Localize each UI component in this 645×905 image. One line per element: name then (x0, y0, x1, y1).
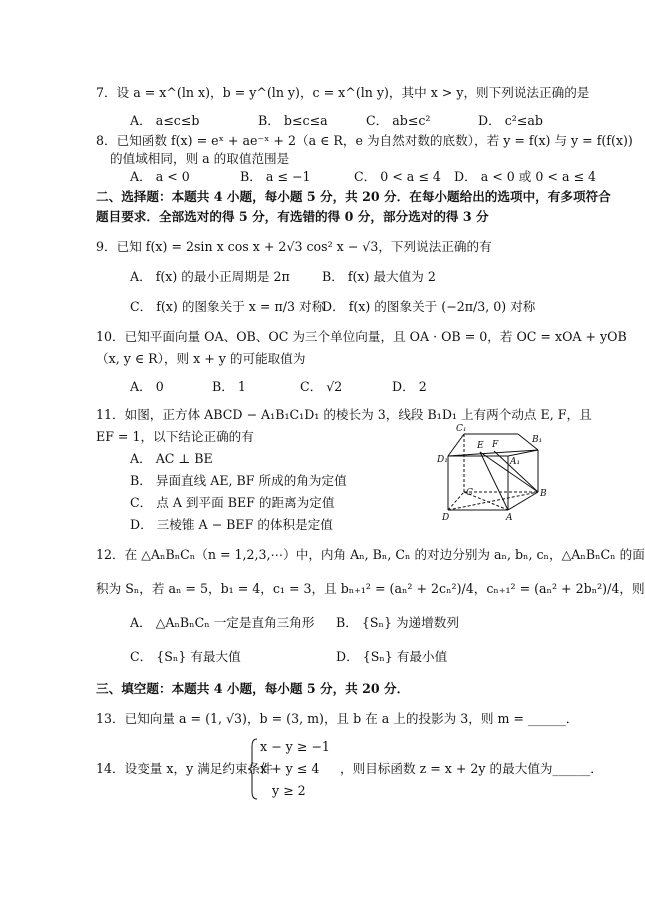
q7-option-b: B． b≤c≤a (258, 113, 328, 128)
section-2-heading-line1: 二、选择题：本题共 4 小题，每小题 5 分，共 20 分．在每小题给出的选项中，有多项符合 (96, 189, 611, 204)
q8-option-a: A． a < 0 (130, 169, 190, 184)
q9-stem: 9．已知 f(x) = 2sin x cos x + 2√3 cos² x − √3，下列说法正确的有 (96, 239, 492, 254)
q12-stem-line2: 积为 Sₙ，若 aₙ = 5，b₁ = 4，c₁ = 3，且 bₙ₊₁² = (aₙ² + 2cₙ²)/4，cₙ₊₁² = (aₙ² + 2bₙ²)/4，则 (96, 581, 645, 596)
q9-option-b: B． f(x) 最大值为 2 (322, 269, 436, 284)
section-3-heading: 三、填空题：本题共 4 小题，每小题 5 分，共 20 分． (96, 681, 410, 696)
cube-figure (437, 422, 550, 523)
q11-option-b: B． 异面直线 AE, BF 所成的角为定值 (130, 473, 347, 488)
q10-stem-line2: （x, y ∈ R），则 x + y 的可能取值为 (96, 351, 306, 366)
q11-stem-line1: 11．如图，正方体 ABCD − A₁B₁C₁D₁ 的棱长为 3，线段 B₁D₁ 上有两个动点 E, F，且 (96, 407, 592, 422)
q14-brace (247, 738, 259, 800)
q10-option-d: D． 2 (392, 379, 427, 394)
q14-constraint-3: y ≥ 2 (272, 783, 306, 798)
q9-option-c: C． f(x) 的图象关于 x = π/3 对称 (130, 299, 325, 314)
q7-option-d: D． c²≤ab (478, 113, 543, 128)
cube-label-d: D (442, 513, 450, 523)
q9-option-a: A． f(x) 的最小正周期是 2π (130, 269, 290, 284)
cube-label-d1: D₁ (437, 455, 448, 465)
q14-constraint-1: x − y ≥ −1 (260, 739, 330, 754)
q8-stem-line1: 8．已知函数 f(x) = eˣ + ae⁻ˣ + 2（a ∈ R，e 为自然对数的底数），若 y = f(x) 与 y = f(f(x)) (96, 133, 633, 148)
q14-suffix: ，则目标函数 z = x + 2y 的最大值为______． (340, 761, 603, 776)
q14-constraint-2: x + y ≤ 4 (260, 761, 320, 776)
q8-option-c: C． 0 < a ≤ 4 (354, 169, 441, 184)
q11-stem-line2: EF = 1，以下结论正确的有 (96, 429, 254, 444)
q12-option-a: A． △AₙBₙCₙ 一定是直角三角形 (130, 615, 315, 630)
q10-option-c: C． √2 (300, 379, 343, 394)
cube-label-f: F (492, 440, 499, 450)
q12-stem-line1: 12．在 △AₙBₙCₙ（n = 1,2,3,⋯）中，内角 Aₙ, Bₙ, Cₙ 的对边分别为 aₙ, bₙ, cₙ，△AₙBₙCₙ 的面 (96, 547, 645, 562)
q8-option-b: B． a ≤ −1 (240, 169, 311, 184)
q7-stem: 7．设 a = x^(ln x)，b = y^(ln y)，c = x^(ln y)，其中 x > y，则下列说法正确的是 (96, 85, 590, 100)
q10-option-a: A． 0 (130, 379, 164, 394)
q11-option-a: A． AC ⊥ BE (130, 451, 213, 466)
q14-prefix: 14．设变量 x，y 满足约束条件 (96, 761, 273, 776)
q13-stem: 13．已知向量 a = (1, √3)，b = (3, m)，且 b 在 a 上的投影为 3，则 m = ______． (96, 711, 579, 726)
q10-option-b: B． 1 (212, 379, 246, 394)
q8-option-d: D． a < 0 或 0 < a ≤ 4 (454, 169, 597, 184)
q9-option-d: D． f(x) 的图象关于 (−2π/3, 0) 对称 (322, 299, 536, 314)
q11-option-c: C． 点 A 到平面 BEF 的距离为定值 (130, 495, 335, 510)
cube-label-b1: B₁ (532, 435, 543, 445)
q10-stem-line1: 10．已知平面向量 OA、OB、OC 为三个单位向量，且 OA · OB = 0，若 OC = xOA + yOB (96, 329, 627, 344)
cube-label-c1: C₁ (456, 424, 467, 434)
cube-label-a1: A₁ (510, 457, 521, 467)
section-2-heading-line2: 题目要求．全部选对的得 5 分，有选错的得 0 分，部分选对的得 3 分 (96, 209, 489, 224)
q7-option-a: A． a≤c≤b (130, 113, 200, 128)
cube-label-e: E (477, 441, 484, 451)
q11-option-d: D． 三棱锥 A − BEF 的体积是定值 (130, 517, 333, 532)
q12-option-c: C． {Sₙ} 有最大值 (130, 649, 241, 664)
q12-option-b: B． {Sₙ} 为递增数列 (336, 615, 459, 630)
q8-stem-line2: 的值域相同，则 a 的取值范围是 (110, 151, 290, 166)
q12-option-d: D． {Sₙ} 有最小值 (336, 649, 448, 664)
cube-label-c: C (466, 488, 473, 498)
cube-label-b: B (540, 489, 547, 499)
q7-option-c: C． ab≤c² (366, 113, 431, 128)
cube-label-a: A (506, 513, 513, 523)
